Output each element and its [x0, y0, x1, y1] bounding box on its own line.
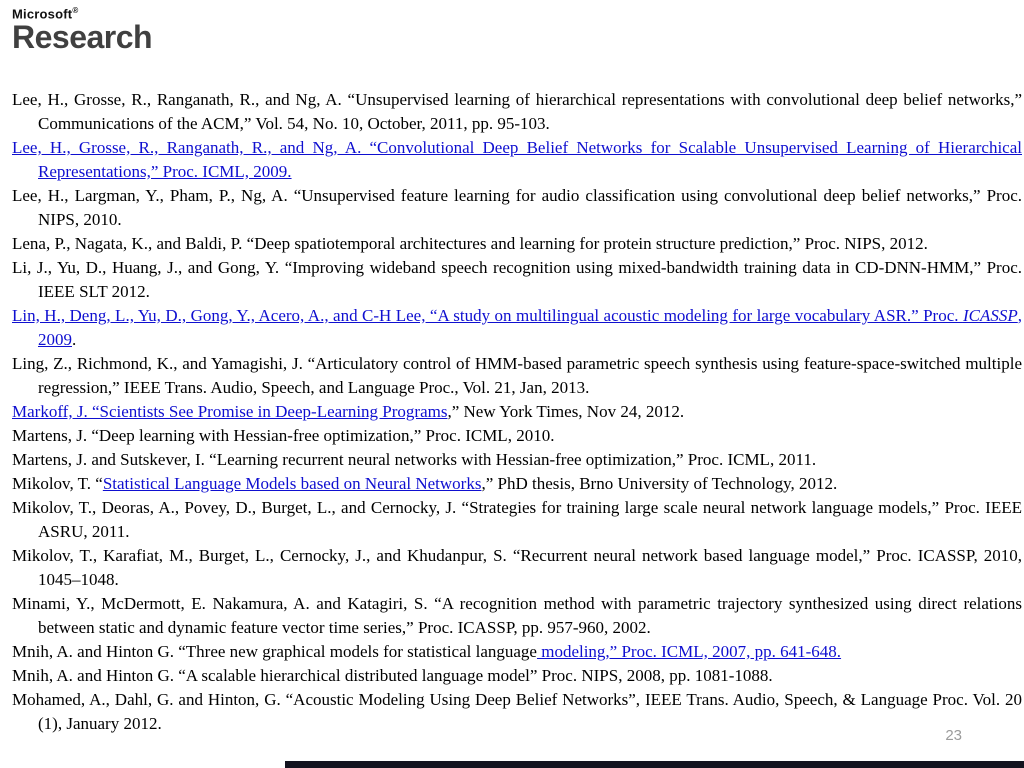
reference-entry — [12, 400, 1022, 424]
reference-text: Martens, J. and Sutskever, I. “Learning recurrent neural networks with Hessian-free optimization,” Proc. ICML, 2011. — [12, 450, 817, 469]
registered-mark: ® — [72, 6, 79, 15]
bottom-bar — [285, 761, 1024, 768]
reference-text: Mikolov, T. “ — [12, 474, 103, 493]
reference-entry — [12, 544, 1022, 592]
reference-entry — [12, 184, 1022, 232]
reference-link[interactable]: Lin, H., Deng, L., Yu, D., Gong, Y., Acero, A., and C-H Lee, “A study on multilingual acoustic modeling for large vocabulary ASR.” Proc. — [12, 306, 963, 325]
reference-text: Ling, Z., Richmond, K., and Yamagishi, J. “Articulatory control of HMM-based parametric speech synthesis using feature-space-switched multiple regression,” IEEE Trans. Audio, Speech, and Language Proc., Vol. 21, Jan, 2013. — [12, 354, 1022, 397]
reference-link[interactable]: , 2009 — [38, 306, 1022, 349]
reference-text: Lena, P., Nagata, K., and Baldi, P. “Deep spatiotemporal architectures and learning for protein structure prediction,” Proc. NIPS, 2012. — [12, 234, 928, 253]
reference-entry — [12, 352, 1022, 400]
reference-text: Mikolov, T., Karafiat, M., Burget, L., Cernocky, J., and Khudanpur, S. “Recurrent neural network based language model,” Proc. ICASSP, 2010, 1045–1048. — [12, 546, 1022, 589]
logo-microsoft-text: Microsoft® — [12, 6, 79, 22]
reference-text: Li, J., Yu, D., Huang, J., and Gong, Y. “Improving wideband speech recognition using mixed-bandwidth training data in CD-DNN-HMM,” Proc. IEEE SLT 2012. — [12, 258, 1022, 301]
reference-entry — [12, 136, 1022, 184]
reference-entry — [12, 664, 1022, 688]
reference-link[interactable]: ICASSP — [962, 306, 1018, 325]
reference-text: Mnih, A. and Hinton G. “A scalable hierarchical distributed language model” Proc. NIPS, 2008, pp. 1081-1088. — [12, 666, 773, 685]
microsoft-research-logo — [12, 6, 153, 56]
reference-text: Minami, Y., McDermott, E. Nakamura, A. and Katagiri, S. “A recognition method with parametric trajectory synthesized using direct relations between static and dynamic feature vector time series,” Proc. ICASSP, pp. 957-960, 2002. — [12, 594, 1022, 637]
reference-link[interactable]: modeling,” Proc. ICML, 2007, pp. 641-648. — [536, 642, 842, 661]
reference-text: Lee, H., Largman, Y., Pham, P., Ng, A. “Unsupervised feature learning for audio classification using convolutional deep belief networks,” Proc. NIPS, 2010. — [12, 186, 1022, 229]
reference-entry — [12, 496, 1022, 544]
reference-text: Mohamed, A., Dahl, G. and Hinton, G. “Acoustic Modeling Using Deep Belief Networks”, IEEE Trans. Audio, Speech, & Language Proc. Vol. 20 (1), January 2012. — [12, 690, 1022, 733]
reference-entry — [12, 472, 1022, 496]
reference-entry — [12, 232, 1022, 256]
reference-entry — [12, 640, 1022, 664]
reference-text: . — [72, 330, 77, 349]
page-number: 23 — [945, 727, 962, 744]
reference-text: Mikolov, T., Deoras, A., Povey, D., Burget, L., and Cernocky, J. “Strategies for training large scale neural network language models,” Proc. IEEE ASRU, 2011. — [12, 498, 1022, 541]
references-list — [12, 88, 1022, 736]
reference-link[interactable]: Markoff, J. “Scientists See Promise in Deep-Learning Programs — [12, 402, 448, 421]
reference-text: ,” New York Times, Nov 24, 2012. — [447, 402, 685, 421]
reference-entry — [12, 424, 1022, 448]
reference-entry — [12, 448, 1022, 472]
reference-entry — [12, 304, 1022, 352]
reference-text: Martens, J. “Deep learning with Hessian-free optimization,” Proc. ICML, 2010. — [12, 426, 555, 445]
reference-text: ,” PhD thesis, Brno University of Technology, 2012. — [481, 474, 838, 493]
reference-text: Lee, H., Grosse, R., Ranganath, R., and Ng, A. “Unsupervised learning of hierarchical representations with convolutional deep belief networks,” Communications of the ACM,” Vol. 54, No. 10, October, 2011, pp. 95-103. — [12, 90, 1022, 133]
reference-entry — [12, 592, 1022, 640]
reference-link[interactable]: Statistical Language Models based on Neural Networks — [102, 474, 482, 493]
reference-entry — [12, 88, 1022, 136]
reference-link[interactable]: Lee, H., Grosse, R., Ranganath, R., and Ng, A. “Convolutional Deep Belief Networks for Scalable Unsupervised Learning of Hierarchical Representations,” Proc. ICML, 2009. — [12, 138, 1022, 181]
reference-entry — [12, 688, 1022, 736]
logo-research-text: Research — [12, 19, 153, 56]
reference-entry — [12, 256, 1022, 304]
reference-text: Mnih, A. and Hinton G. “Three new graphical models for statistical language — [12, 642, 537, 661]
